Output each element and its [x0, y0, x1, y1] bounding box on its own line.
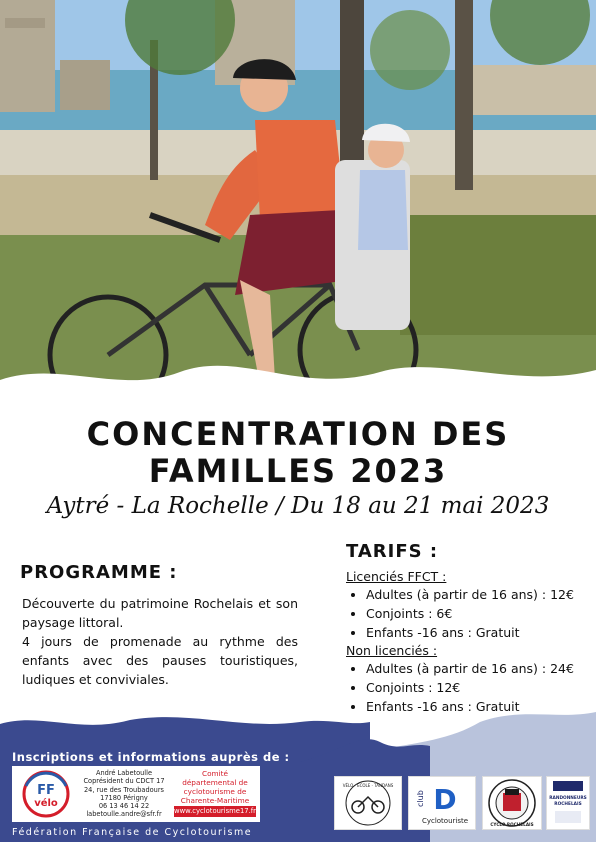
tarifs-section — [346, 568, 586, 716]
title-line-2: FAMILLES 2023 — [148, 452, 448, 490]
tarif-group-label: Non licenciés : — [346, 643, 438, 658]
cdct-name: Comité départemental de cyclotourisme de Charente-Maritime — [180, 769, 250, 805]
club-cyclotouriste-logo — [408, 776, 476, 830]
contact-address — [78, 769, 170, 819]
page-title — [0, 416, 596, 490]
cyclo-rochelais-logo — [482, 776, 542, 830]
address-line: 24, rue des Troubadours — [83, 785, 164, 794]
tarif-item: • Enfants -16 ans : Gratuit — [366, 623, 586, 642]
address-line: 06 13 46 14 22 — [98, 802, 150, 811]
club-letter: D — [433, 783, 457, 816]
hero-photo — [0, 0, 596, 405]
tarif-item: • Conjoints : 6€ — [366, 604, 586, 623]
tarif-item: • Adultes (à partir de 16 ans) : 24€ — [366, 659, 586, 678]
randonneurs-line-1: RANDONNEURS — [549, 796, 587, 801]
tarif-item: • Adultes (à partir de 16 ans) : 12€ — [366, 585, 586, 604]
rochelais-text: CYCLO ROCHELAIS — [490, 822, 534, 827]
event-subtitle: Aytré - La Rochelle / Du 18 au 21 mai 2023 — [46, 493, 550, 519]
contact-heading: Inscriptions et informations auprès de : — [12, 750, 290, 764]
address-line: Coprésident du CDCT 17 — [83, 777, 165, 786]
velo-ecole-text: VÉLO · ÉCOLE · TANDANS — [342, 783, 394, 788]
velo-ecole-logo — [334, 776, 402, 830]
address-line: 17180 Périgny — [100, 793, 148, 802]
programme-paragraph-2: 4 jours de promenade au rythme des enfants avec des pauses touristiques, ludiques et conviviales. — [22, 634, 298, 687]
ffvelo-ff: FF — [37, 783, 55, 798]
ffvelo-velo: vélo — [34, 798, 58, 809]
contact-box — [12, 766, 260, 822]
tarif-list — [346, 659, 586, 716]
ffvelo-logo — [16, 770, 76, 818]
federation-footer: Fédération Française de Cyclotourisme — [12, 827, 253, 838]
tarif-list — [346, 585, 586, 642]
tarif-group-label: Licenciés FFCT : — [346, 569, 447, 584]
programme-heading: PROGRAMME : — [20, 562, 178, 583]
cdct-website-link[interactable]: www.cyclotourisme17.fr — [174, 807, 256, 815]
club-name: Cyclotouriste — [421, 817, 469, 825]
contact-email[interactable]: labetoulle.andre@sfr.fr — [86, 810, 162, 819]
programme-text — [22, 594, 298, 689]
randonneurs-rochelais-logo — [546, 776, 590, 830]
randonneurs-line-2: ROCHELAIS — [554, 802, 582, 807]
programme-paragraph-1: Découverte du patrimoine Rochelais et son paysage littoral. — [22, 596, 298, 630]
address-line: André Labetoulle — [95, 769, 153, 777]
tarif-item: • Enfants -16 ans : Gratuit — [366, 697, 586, 716]
tarifs-heading: TARIFS : — [346, 541, 439, 562]
title-line-1: CONCENTRATION DES — [86, 415, 510, 453]
tarif-item: • Conjoints : 12€ — [366, 678, 586, 697]
club-word: club — [416, 790, 425, 807]
